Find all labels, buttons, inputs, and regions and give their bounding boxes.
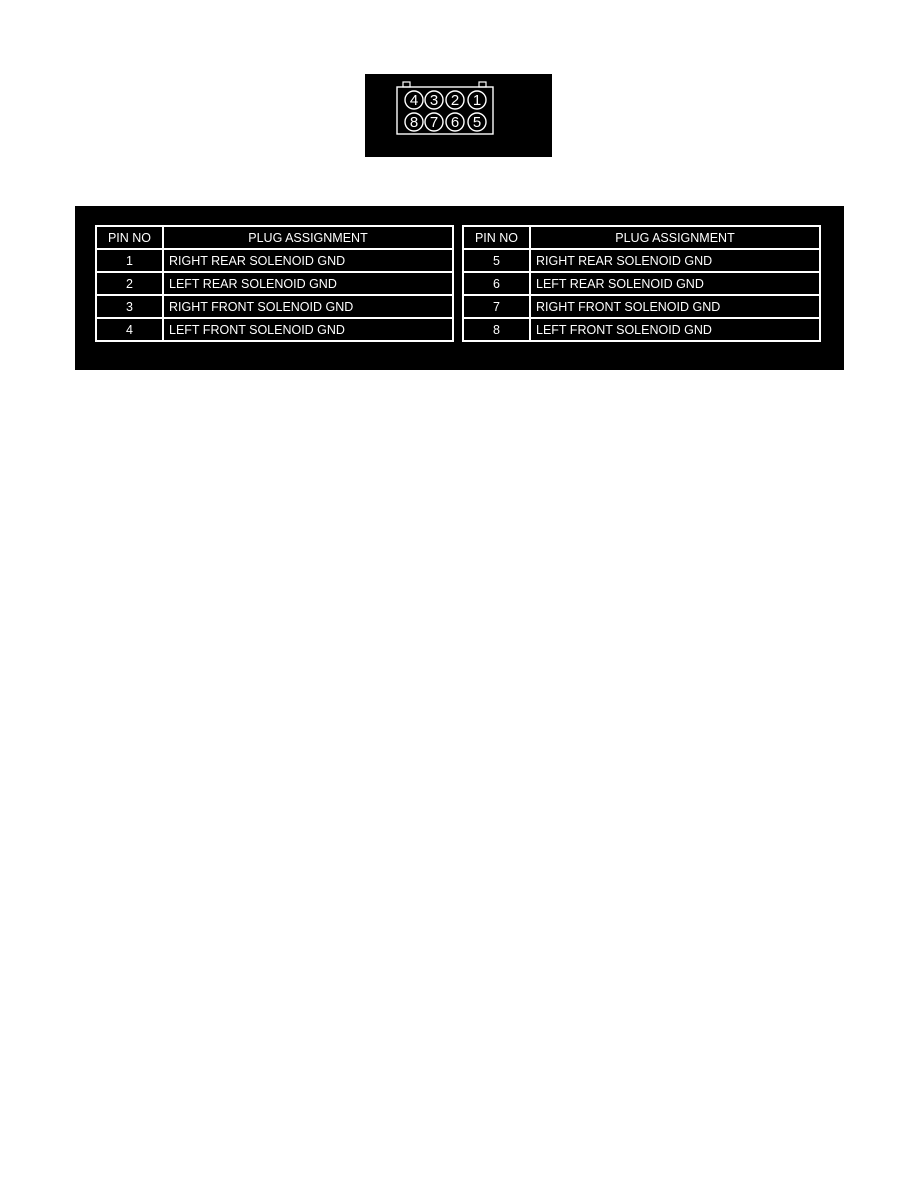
pin-number-cell: 1 [96, 249, 163, 272]
column-header-pin-no: PIN NO [463, 226, 530, 249]
pin-assignment-panel [75, 206, 844, 370]
pin-label: 2 [450, 92, 460, 109]
assignment-cell: LEFT REAR SOLENOID GND [163, 272, 453, 295]
pin-label: 1 [472, 92, 482, 109]
pin-number-cell: 4 [96, 318, 163, 341]
pin-label: 6 [450, 114, 460, 131]
assignment-cell: RIGHT REAR SOLENOID GND [163, 249, 453, 272]
table-row [463, 318, 820, 341]
pin-cavity [405, 113, 423, 131]
pin-cavity [425, 113, 443, 131]
pin-cavity [405, 91, 423, 109]
connector-face [365, 74, 552, 157]
pin-cavity [468, 113, 486, 131]
pin-number-cell: 3 [96, 295, 163, 318]
pin-number-cell: 8 [463, 318, 530, 341]
table-row [463, 249, 820, 272]
pin-label: 7 [429, 114, 439, 131]
column-header-plug-assignment: PLUG ASSIGNMENT [530, 226, 820, 249]
pin-cavity [446, 91, 464, 109]
pin-assignment-table-left [95, 225, 454, 342]
table-row [96, 295, 453, 318]
pin-label: 8 [409, 114, 419, 131]
assignment-cell: RIGHT REAR SOLENOID GND [530, 249, 820, 272]
pin-label: 3 [429, 92, 439, 109]
pin-assignment-table-right [462, 225, 821, 342]
column-header-plug-assignment: PLUG ASSIGNMENT [163, 226, 453, 249]
table-row [96, 249, 453, 272]
pin-number-cell: 7 [463, 295, 530, 318]
pin-cavity [468, 91, 486, 109]
table-header-row [463, 226, 820, 249]
assignment-cell: LEFT FRONT SOLENOID GND [530, 318, 820, 341]
assignment-cell: RIGHT FRONT SOLENOID GND [530, 295, 820, 318]
pin-number-cell: 5 [463, 249, 530, 272]
table-header-row [96, 226, 453, 249]
pin-number-cell: 6 [463, 272, 530, 295]
connector-diagram [365, 74, 552, 157]
table-row [463, 295, 820, 318]
connector-pins [405, 91, 486, 131]
assignment-cell: RIGHT FRONT SOLENOID GND [163, 295, 453, 318]
table-row [96, 272, 453, 295]
table-row [96, 318, 453, 341]
assignment-cell: LEFT REAR SOLENOID GND [530, 272, 820, 295]
table-row [463, 272, 820, 295]
connector-tab-right [479, 82, 486, 87]
pin-cavity [425, 91, 443, 109]
pin-cavity [446, 113, 464, 131]
column-header-pin-no: PIN NO [96, 226, 163, 249]
connector-tab-left [403, 82, 410, 87]
pin-label: 4 [409, 92, 419, 109]
assignment-cell: LEFT FRONT SOLENOID GND [163, 318, 453, 341]
pin-number-cell: 2 [96, 272, 163, 295]
pin-label: 5 [472, 114, 482, 131]
